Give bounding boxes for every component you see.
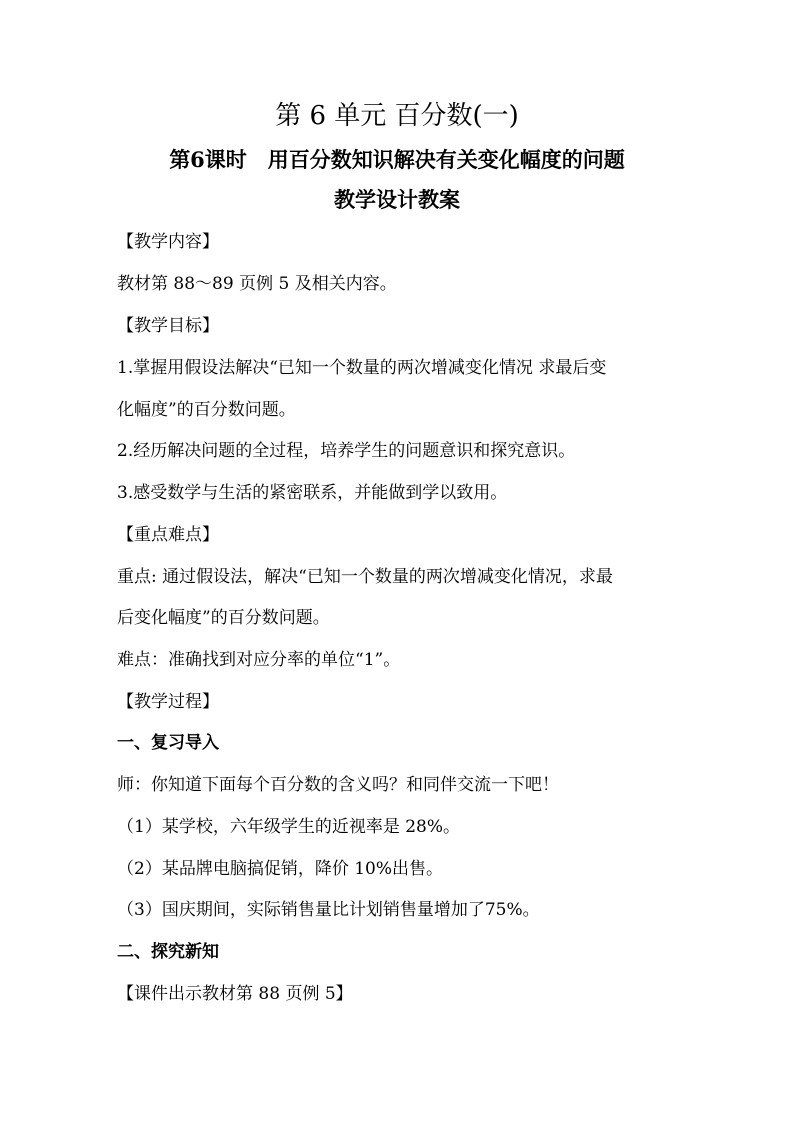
- section-heading-process: 【教学过程】: [117, 692, 219, 712]
- goal-1-line-1: 1.掌握用假设法解决“已知一个数量的两次增减变化情况 求最后变: [117, 358, 607, 378]
- review-item-1: （1）某学校，六年级学生的近视率是 28%。: [117, 817, 461, 837]
- key-point-line-2: 后变化幅度”的百分数问题。: [117, 608, 330, 628]
- section-heading-key-points: 【重点难点】: [117, 525, 219, 545]
- review-item-2: （2）某品牌电脑搞促销，降价 10%出售。: [117, 859, 444, 879]
- unit-title: 第 6 单元 百分数(一): [275, 101, 519, 131]
- part-1-heading: 一、复习导入: [117, 733, 219, 753]
- courseware-note: 【课件出示教材第 88 页例 5】: [117, 984, 353, 1004]
- key-point-line-1: 重点: 通过假设法，解决“已知一个数量的两次增减变化情况，求最: [117, 567, 613, 587]
- goal-2: 2.经历解决问题的全过程，培养学生的问题意识和探究意识。: [117, 441, 576, 461]
- teacher-question: 师：你知道下面每个百分数的含义吗？和同伴交流一下吧！: [117, 775, 559, 795]
- section-heading-content: 【教学内容】: [117, 232, 219, 252]
- doc-type-title: 教学设计教案: [334, 187, 460, 212]
- goal-3: 3.感受数学与生活的紧密联系，并能做到学以致用。: [117, 483, 508, 503]
- section-heading-goals: 【教学目标】: [117, 316, 219, 336]
- content-text: 教材第 88～89 页例 5 及相关内容。: [117, 274, 397, 294]
- review-item-3: （3）国庆期间，实际销售量比计划销售量增加了75%。: [117, 900, 540, 920]
- lesson-title: 第6课时 用百分数知识解决有关变化幅度的问题: [169, 147, 625, 172]
- part-2-heading: 二、探究新知: [117, 942, 219, 962]
- difficult-point: 难点：准确找到对应分率的单位“1”。: [117, 650, 401, 670]
- goal-1-line-2: 化幅度”的百分数问题。: [117, 400, 296, 420]
